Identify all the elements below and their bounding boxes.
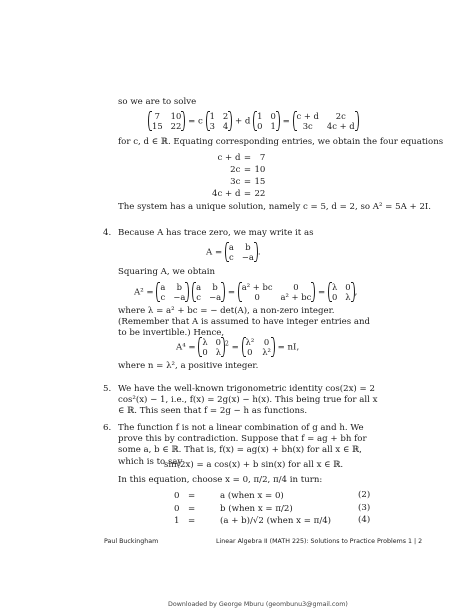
n-definition-text: where n = λ², a positive integer. — [118, 361, 259, 371]
footer-course: Linear Algebra II (MATH 225): Solutions to Practice Problems 1 | 2 — [216, 538, 423, 545]
eq-lhs: 0 — [174, 491, 180, 501]
matrix-m1: 7 10 15 22 — [148, 111, 185, 131]
matrix-m4: c + d 2c 3c 4c + d — [293, 111, 359, 131]
item-number-6: 6. — [103, 423, 112, 433]
item6-text: The function f is not a linear combination of g and h. We prove this by contradiction. Suppose that f = ag + bh for some a, b ∈ ℝ. That is, f(x) = ag(x) + bh(x) for all x ∈ ℝ, which is to say — [118, 423, 367, 467]
eq-rhs: b (when x = π/2) — [220, 503, 293, 514]
eq-lhs: 3c — [230, 177, 241, 187]
matrix-sq2: a b c −a — [192, 282, 225, 302]
eq-lhs: 2c — [230, 165, 241, 175]
matrix-a4-1: λ 0 0 λ — [198, 337, 225, 357]
a-fourth-equation: A⁴ = λ 0 0 λ $^2$ = λ² 0 0 λ² = nI, — [176, 337, 300, 357]
eq-tag-3: (3) — [358, 502, 371, 513]
matrix-equation-1: 7 10 15 22 = c 1 2 3 4 + d 1 0 0 1 = c + d 2c 3c 4c + d — [148, 111, 359, 131]
matrix-a4-2: λ² 0 0 λ² — [242, 337, 275, 357]
eq-lhs: 0 — [174, 503, 180, 514]
footer-author: Paul Buckingham — [104, 538, 159, 545]
matrix-m3: 1 0 0 1 — [253, 111, 280, 131]
eq-lhs: 1 — [174, 516, 180, 526]
eq-lhs: 4c + d — [212, 189, 241, 199]
four-equations: c + d = 7 2c = 10 3c = 15 4c + d = 22 — [212, 153, 266, 199]
item-number-4: 4. — [103, 228, 112, 238]
matrix-a-definition: A = a b c −a . — [206, 242, 261, 262]
a-squared-equation: A² = a b c −a a b c −a = a² + bc 0 0 a² + bc = λ 0 0 λ , — [134, 282, 358, 302]
eq-rhs: a (when x = 0) — [220, 491, 284, 501]
system-solution-text: The system has a unique solution, namely c = 5, d = 2, so A² = 5A + 2I. — [118, 202, 432, 212]
eq-rhs: (a + b)/√2 (when x = π/4) — [220, 516, 332, 526]
item5-text: We have the well-known trigonometric identity cos(2x) = 2 cos²(x) − 1, i.e., f(x) = 2g(x) − h(x). This being true for all x ∈ ℝ. This seen that f = 2g − h as functions. — [118, 384, 378, 417]
download-watermark: Downloaded by George Mburu (geombunu3@gmail.com) — [168, 601, 348, 608]
item-number-5: 5. — [103, 384, 112, 394]
eq-rhs: 22 — [254, 189, 266, 199]
eq-rhs: 15 — [254, 177, 266, 187]
eq-rhs: 10 — [254, 165, 266, 175]
matrix-sq3: a² + bc 0 0 a² + bc — [238, 282, 316, 302]
eq-lhs: c + d — [217, 153, 241, 163]
matrix-sq4: λ 0 0 λ — [328, 282, 355, 302]
eq-rhs: 7 — [259, 153, 266, 163]
numbered-equations: 0 = a (when x = 0) 0 = b (when x = π/2) 1 = (a + b)/√2 (when x = π/4) — [174, 490, 360, 528]
for-cd-text: for c, d ∈ ℝ. Equating corresponding entries, we obtain the four equations — [118, 137, 444, 147]
matrix-a: a b c −a — [225, 242, 258, 262]
lambda-definition-text: where λ = a² + bc = − det(A), a non-zero integer. (Remember that A is assumed to have integer entries and to be invertible.) Hence, — [118, 306, 371, 339]
matrix-m2: 1 2 3 4 — [206, 111, 233, 131]
intro-line: so we are to solve — [118, 97, 197, 107]
matrix-sq1: a b c −a — [156, 282, 189, 302]
sin-equation: sin(2x) = a cos(x) + b sin(x) for all x ∈ ℝ. — [164, 460, 344, 470]
squaring-text: Squaring A, we obtain — [118, 267, 216, 277]
eq-tag-4: (4) — [358, 515, 371, 525]
item4-text1: Because A has trace zero, we may write it as — [118, 228, 314, 238]
eq-tag-2: (2) — [358, 490, 371, 500]
choose-x-text: In this equation, choose x = 0, π/2, π/4 in turn: — [118, 475, 323, 485]
